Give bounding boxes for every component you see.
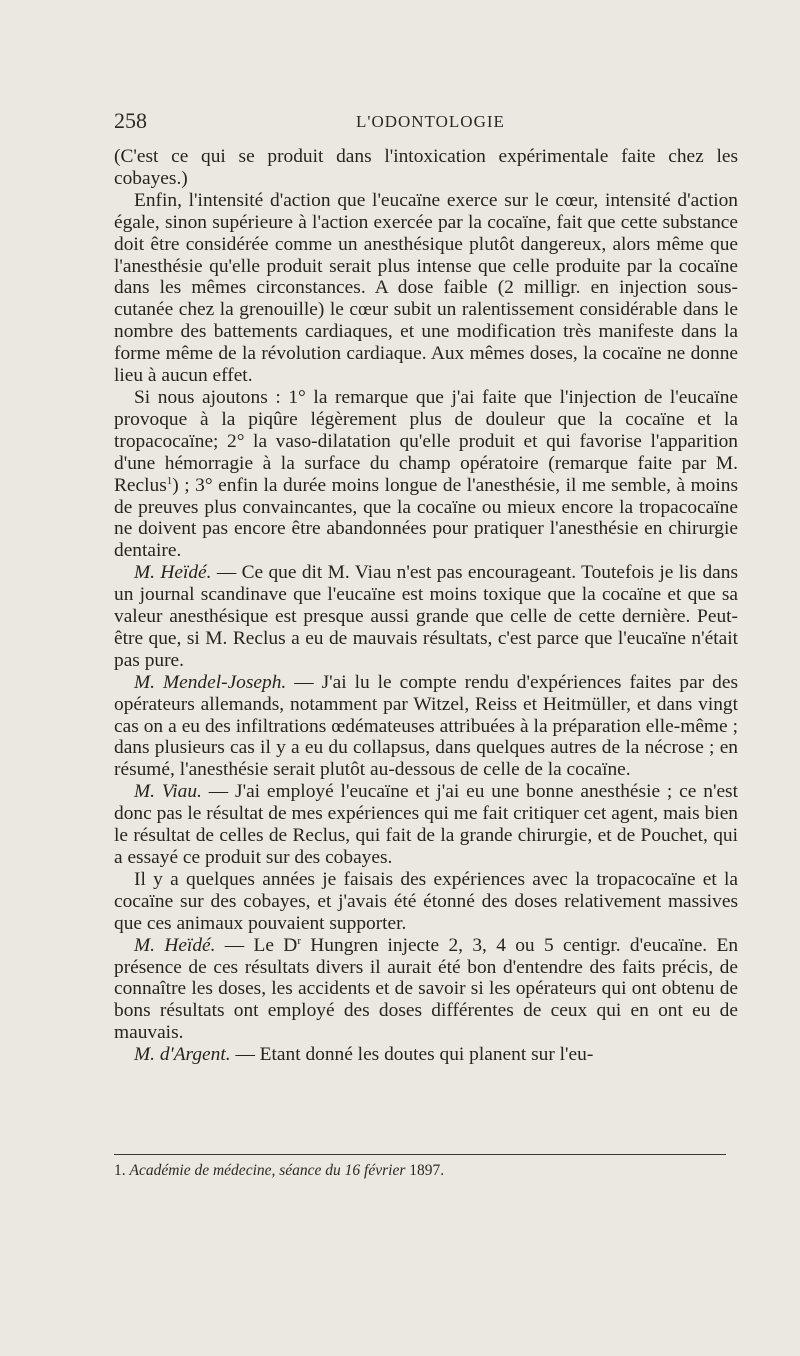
footnote bbox=[114, 1162, 738, 1180]
paragraph bbox=[114, 562, 738, 672]
footnote-reference: Académie de médecine, séance du 16 février bbox=[129, 1162, 406, 1179]
footnote-year: 1897. bbox=[405, 1162, 445, 1179]
paragraph-text: — J'ai employé l'eucaïne et j'ai eu une bonne anesthésie ; ce n'est donc pas le résultat de mes expériences qui me fait critiquer cet agent, mais bien le résultat de celles de Reclus, qui fait de la grande chirurgie, et de Pouchet, qui a essayé ce produit sur des cobayes. bbox=[114, 781, 738, 868]
paragraph bbox=[114, 935, 738, 1045]
paragraph-text: ) ; 3° enfin la durée moins longue de l'anesthésie, il me semble, à moins de preuves plus convaincantes, que la cocaïne ou mieux encore la tropacocaïne ne doivent pas encore être abandonnées pour pratiquer l'anesthésie en chirurgie dentaire. bbox=[114, 474, 738, 562]
body-text bbox=[114, 146, 738, 1066]
paragraph-text: Hungren injecte 2, 3, 4 ou 5 centigr. d'eucaïne. En présence de ces résultats divers il aurait été bon d'entendre des faits précis, de connaître les doses, les accidents et de savoir si les opérateurs qui ont obtenu de bons résultats ont employé des doses différentes de ceux qui en ont eu de mauvais. bbox=[114, 934, 739, 1044]
footnote-number: 1. bbox=[114, 1162, 126, 1179]
paragraph bbox=[114, 1044, 738, 1066]
page-number: 258 bbox=[114, 108, 147, 133]
paragraph-text: — Ce que dit M. Viau n'est pas encourageant. Toutefois je lis dans un journal scandinave que l'eucaïne est moins toxique que la cocaïne et que sa valeur anesthésique est presque aussi grande que celle de cette dernière. Peut-être que, si M. Reclus a eu de mauvais résultats, c'est parce que l'eucaïne n'était pas pure. bbox=[114, 562, 738, 671]
paragraph-text: — J'ai lu le compte rendu d'expériences faites par des opérateurs allemands, notamment par Witzel, Reiss et Heitmüller, et dans vingt cas on a eu des infiltrations œdémateuses attribuées à la préparation elle-même ; dans plusieurs cas il y a eu du collapsus, dans quelques autres de la nécrose ; en résumé, l'anesthésie serait plutôt au-dessous de celle de la cocaïne. bbox=[114, 671, 738, 781]
running-title: L'ODONTOLOGIE bbox=[356, 112, 505, 131]
speaker-name: M. Mendel-Joseph. bbox=[134, 671, 287, 693]
footnote-marker: 1 bbox=[166, 474, 173, 487]
paragraph-text: — Etant donné les doutes qui planent sur l'eu- bbox=[230, 1044, 594, 1066]
paragraph bbox=[114, 869, 738, 935]
paragraph-text: — Le D bbox=[215, 934, 298, 956]
footnote-divider bbox=[114, 1154, 726, 1155]
paragraph-text: (C'est ce qui se produit dans l'intoxication expérimentale faite chez les cobayes.) bbox=[114, 146, 738, 189]
speaker-name: M. Viau. bbox=[134, 781, 202, 803]
page-header bbox=[114, 108, 738, 138]
speaker-name: M. Heïdé. bbox=[134, 562, 212, 584]
speaker-name: M. d'Argent. bbox=[134, 1044, 231, 1066]
paragraph bbox=[114, 190, 738, 387]
paragraph-text: Enfin, l'intensité d'action que l'eucaïne exerce sur le cœur, intensité d'action égale, sinon supérieure à l'action exercée par la cocaïne, fait que cette substance doit être considérée comme un anesthésique plutôt dangereux, alors même que l'anesthésie qu'elle produit serait plus intense que celle produite par la cocaïne dans les mêmes circonstances. A dose faible (2 milligr. en injection sous-cutanée chez la grenouille) le cœur subit un ralentissement considérable dans le nombre des battements cardiaques, et une modification très manifeste dans la forme même de la révolution cardiaque. Aux mêmes doses, la cocaïne ne donne lieu à aucun effet. bbox=[114, 189, 738, 387]
paragraph bbox=[114, 781, 738, 869]
paragraph bbox=[114, 387, 738, 562]
paragraph bbox=[114, 146, 738, 190]
speaker-name: M. Heïdé. bbox=[134, 934, 216, 956]
title-superscript: r bbox=[297, 934, 301, 947]
paragraph bbox=[114, 672, 738, 782]
paragraph-text: Si nous ajoutons : 1° la remarque que j'ai faite que l'injection de l'eucaïne provoque à la piqûre légèrement plus de douleur que la cocaïne et la tropacocaïne; 2° la vaso-dilatation qu'elle produit et qui favorise l'apparition d'une hémorragie à la surface du champ opératoire (remarque faite par M. Reclus bbox=[114, 386, 738, 496]
paragraph-text: Il y a quelques années je faisais des expériences avec la tropacocaïne et la cocaïne sur des cobayes, et j'avais été étonné des doses relativement massives que ces animaux pouvaient supporter. bbox=[114, 868, 738, 934]
